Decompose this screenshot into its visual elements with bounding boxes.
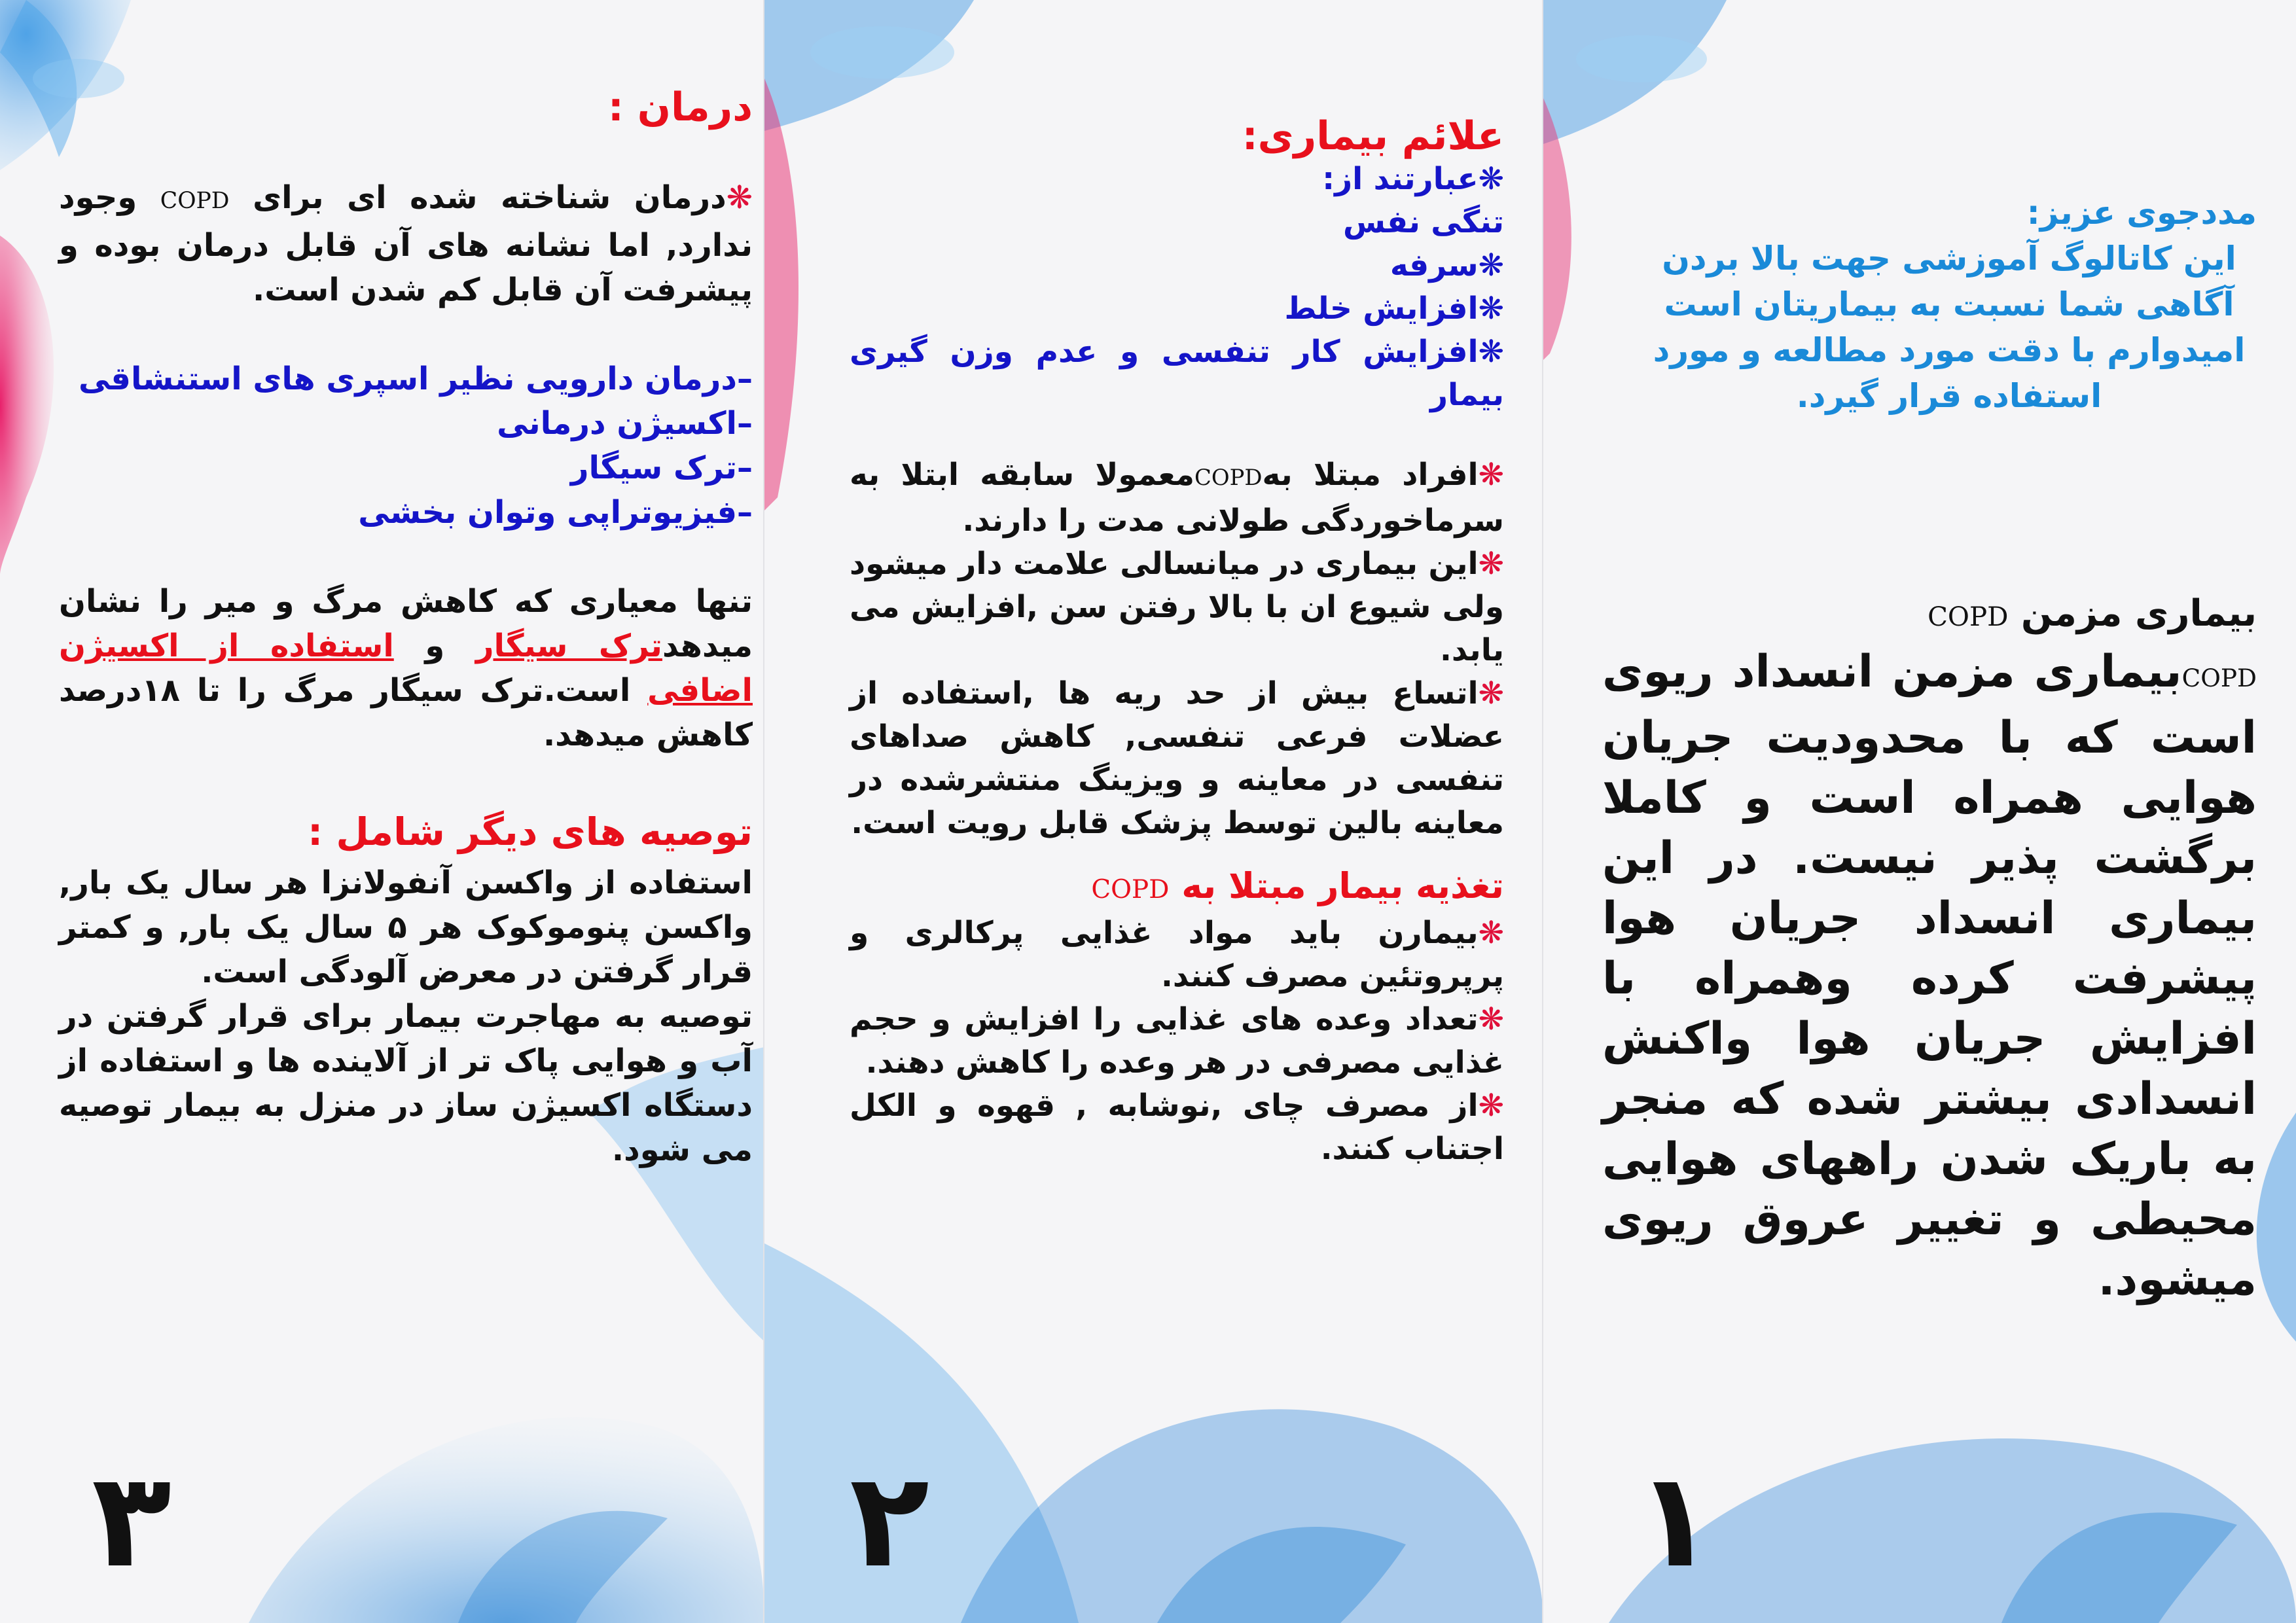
page-number: ۳ xyxy=(92,1444,172,1597)
panel3-content xyxy=(59,85,753,1172)
copd-label: COPD xyxy=(2181,664,2257,692)
text-fragment: وجود ندارد, اما نشانه های آن قابل درمان بوده و پیشرفت آن قابل کم شدن است. xyxy=(59,179,753,308)
text-fragment: تنها معیاری که کاهش مرگ و میر را نشان میدهد xyxy=(59,583,753,664)
text-fragment: است.ترک سیگار مرگ را تا ۱۸درصد کاهش میدهد. xyxy=(59,672,753,753)
greeting-body: این کاتالوگ آموزشی جهت بالا بردن آگاهی شما نسبت به بیماریتان است امیدوارم با دقت مورد مطالعه و مورد استفاده قرار گیرد. xyxy=(1653,240,2246,415)
asterisk-icon: ❋ xyxy=(726,179,753,216)
symptoms-list xyxy=(850,158,1504,417)
text-fragment: اتساع بیش از حد ریه ها ,استفاده از عضلات فرعی تنفسی, کاهش صداهای تنفسی در معاینه و ویزینگ منتشرشده در معاینه بالین توسط پزشک قابل رویت است. xyxy=(850,675,1504,841)
list-item: –ترک سیگار xyxy=(570,450,753,486)
list-item-text: افزایش خلط xyxy=(1284,291,1479,327)
treatment-list xyxy=(59,357,753,535)
highlight-oxygen: استفاده از اکسیژن اضافی xyxy=(59,628,753,709)
asterisk-icon: ❋ xyxy=(1478,334,1504,370)
asterisk-icon: ❋ xyxy=(1478,161,1504,197)
highlight-quit-smoking: ترک سیگار xyxy=(475,628,662,664)
list-item-text: افزایش کار تنفسی و عدم وزن گیری بیمار xyxy=(850,334,1504,413)
text-fragment: و xyxy=(425,628,445,664)
asterisk-icon: ❋ xyxy=(1478,1088,1504,1124)
nutrition-item xyxy=(850,1084,1504,1171)
asterisk-icon: ❋ xyxy=(1478,457,1504,493)
list-item xyxy=(850,330,1504,417)
exam-paragraph xyxy=(850,672,1504,845)
text-fragment: تعداد وعده های غذایی را افزایش و حجم غذایی مصرفی در هر وعده را کاهش دهند. xyxy=(850,1001,1504,1080)
asterisk-icon: ❋ xyxy=(1478,915,1504,951)
list-item xyxy=(850,287,1504,330)
history-paragraph xyxy=(850,454,1504,543)
list-item xyxy=(850,201,1504,244)
age-paragraph xyxy=(850,543,1504,672)
list-item: –اکسیژن درمانی xyxy=(497,405,753,442)
text-fragment: افراد مبتلا به xyxy=(1262,457,1479,493)
asterisk-icon: ❋ xyxy=(1478,546,1504,582)
asterisk-icon: ❋ xyxy=(1478,1001,1504,1037)
copd-label: COPD xyxy=(1928,601,2009,632)
list-item: –فیزیوتراپی وتوان بخشی xyxy=(358,494,753,531)
migration-paragraph: توصیه به مهاجرت بیمار برای قرار گرفتن در آب و هوایی پاک تر از آلاینده ها و استفاده از دستگاه اکسیژن ساز در منزل به بیمار توصیه می شود. xyxy=(59,998,753,1168)
text-fragment: تغذیه بیمار مبتلا به xyxy=(1181,865,1504,906)
asterisk-icon: ❋ xyxy=(1478,291,1504,327)
nutrition-title xyxy=(850,865,1504,912)
panel-page-2 xyxy=(764,0,1543,1623)
copd-label: COPD xyxy=(160,188,230,214)
list-item-text: عبارتند از: xyxy=(1322,161,1479,197)
text-fragment: این بیماری در میانسالی علامت دار میشود ولی شیوع ان با بالا رفتن سن ,افزایش می یابد. xyxy=(850,546,1504,668)
greeting-title: مددجوی عزیز: xyxy=(2026,194,2257,232)
list-item-text: تنگی نفس xyxy=(1343,204,1504,240)
asterisk-icon: ❋ xyxy=(1478,675,1504,711)
vaccine-paragraph: استفاده از واکسن آنفولانزا هر سال یک بار, واکسن پنوموکوک هر ۵ سال یک بار, و کمتر قرار گرفتن در معرض آلودگی است. xyxy=(59,865,753,990)
copd-label: COPD xyxy=(1194,465,1263,490)
nutrition-item xyxy=(850,912,1504,998)
text-fragment: بیماری مزمن xyxy=(2020,592,2257,635)
panel-page-1 xyxy=(1543,0,2296,1623)
list-item xyxy=(850,244,1504,287)
mortality-paragraph xyxy=(59,579,753,757)
disease-title xyxy=(1602,589,2257,642)
disease-block xyxy=(1602,589,2257,1310)
treatment-paragraph xyxy=(59,175,753,312)
list-item: –درمان دارویی نظیر اسپری های استنشاقی xyxy=(78,361,753,397)
text-fragment: بیماری مزمن انسداد ریوی است که با محدودیت جریان هوایی همراه است و کاملا برگشت پذیر نیست. در این بیماری انسداد جریان هوا پیشرفت کرده وهمراه با افزایش جریان هوا واکنش انسدادی بیشتر شده که منجر به باریک شدن راههای هوایی محیطی و تغییر عروق ریوی میشود. xyxy=(1602,646,2257,1306)
nutrition-item xyxy=(850,998,1504,1084)
page-number: ۲ xyxy=(850,1444,930,1597)
symptoms-title: علائم بیماری: xyxy=(1242,113,1504,159)
text-fragment: درمان شناخته شده ای برای xyxy=(253,179,726,216)
list-item xyxy=(850,158,1504,201)
asterisk-icon: ❋ xyxy=(1478,247,1504,283)
page-number: ۱ xyxy=(1635,1444,1715,1597)
treatment-title: درمان : xyxy=(607,84,753,130)
panel2-content xyxy=(850,115,1504,1171)
recommendations-title: توصیه های دیگر شامل : xyxy=(308,810,753,854)
text-fragment: بیمارن باید مواد غذایی پرکالری و پرپروتئین مصرف کنند. xyxy=(850,915,1504,994)
text-fragment: از مصرف چای ,نوشابه , قهوه و الکل اجتناب کنند. xyxy=(850,1088,1504,1167)
copd-label: COPD xyxy=(1091,875,1170,904)
text-fragment: معمولا سابقه ابتلا به سرماخوردگی طولانی مدت را دارند. xyxy=(850,457,1504,539)
disease-description xyxy=(1602,642,2257,1310)
greeting-block xyxy=(1602,190,2257,419)
list-item-text: سرفه xyxy=(1390,247,1479,283)
panel-page-3 xyxy=(0,0,764,1623)
